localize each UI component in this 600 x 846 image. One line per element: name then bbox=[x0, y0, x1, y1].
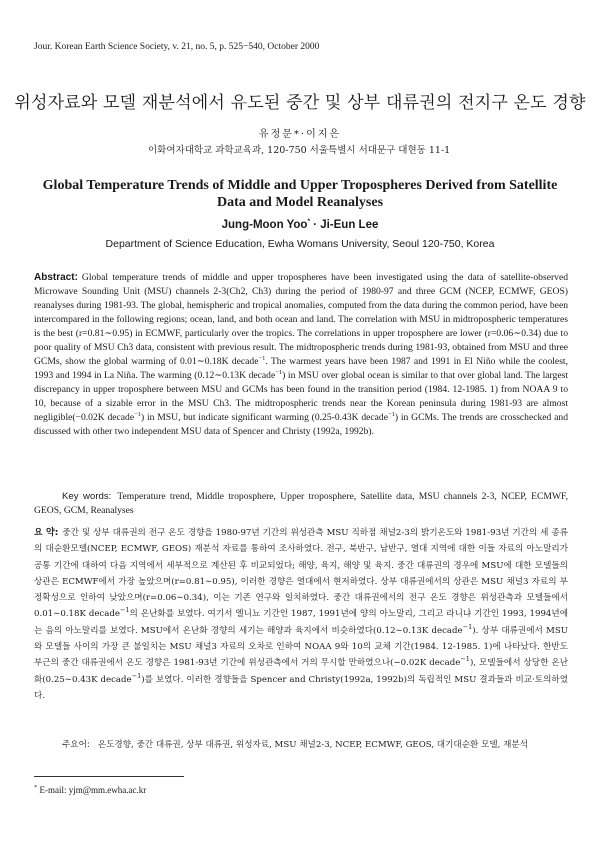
korean-abstract bbox=[34, 525, 568, 704]
author-primary: Jung-Moon Yoo bbox=[221, 219, 308, 231]
abstract-text-2: . The warmest years have been 1987 and 1991 in El Niño while the coolest, 1993 and 1994 in La Niña. The warming (0.12∼0.13K decade bbox=[34, 356, 568, 381]
abstract-sup-1: −1 bbox=[258, 354, 266, 362]
footnote-divider bbox=[34, 776, 184, 777]
abstract-text-4: ) in MSU, but indicate significant warming (0.25-0.43K decade bbox=[141, 412, 388, 423]
abstract-sup-3: −1 bbox=[134, 410, 142, 418]
kr-abstract-text-5: )를 보였다. 이러한 경향들을 Spencer and Christy(1992a, 1992b)의 독립적인 MSU 결과들과 비교·토의하였다. bbox=[34, 674, 568, 701]
kr-abstract-sup-4: −1 bbox=[131, 671, 142, 680]
kr-abstract-text-2: 의 온난화를 보였다. 여기서 엘니뇨 기간인 1987, 1991년에 양의 아노말리, 그리고 라니냐 기간인 1993, 1994년에는 음의 아노말리를 보였다. MSU에서 온난화 경향의 세기는 해양과 육지에서 비슷하였다(0.12∼0.13K decade bbox=[34, 609, 569, 636]
abstract-text-1: Global temperature trends of middle and upper tropospheres have been investigated using the data of satellite-observed Microwave Sounding Unit (MSU) channels 2-3(Ch2, Ch3) during the period of 1980-97 and three GCM (NCEP, ECMWF, GEOS) reanalyses during 1981-93. The global, hemispheric and tropical anomalies, computed from the data during the common period, have been intercompared in the following regions; ocean, land, and both ocean and land. The correlation with MSU in midtropospheric temperatures is the best (r=0.81∼0.95) in ECMWF, particularly over the tropics. The correlations in upper troposphere are lower (r=0.06∼0.34) due to poor quality of MSU Ch3 data, consistent with previous result. The midtropospheric trends during 1981-93, obtained from MSU and three GCMs, show the global warming of 0.01∼0.18K decade bbox=[34, 272, 568, 367]
korean-title: 위성자료와 모델 재분석에서 유도된 중간 및 상부 대류권의 전지구 온도 경향 bbox=[14, 93, 586, 113]
korean-keywords bbox=[34, 738, 568, 752]
footnote-email bbox=[34, 785, 146, 795]
author-secondary: · Ji-Eun Lee bbox=[309, 219, 379, 231]
abstract-sup-2: −1 bbox=[275, 368, 283, 376]
kr-abstract-sup-1: −1 bbox=[119, 606, 130, 615]
keywords-label: Key words: bbox=[62, 491, 112, 502]
abstract-text-5: ) in GCMs. The trends are crosschecked and discussed with other two independent MSU data of Spencer and Christy (1992a, 1992b). bbox=[34, 412, 568, 437]
kr-abstract-sup-2: −1 bbox=[462, 622, 473, 631]
korean-authors: 유정문*·이지은 bbox=[258, 129, 342, 140]
kr-abstract-text-1: 중간 및 상부 대류권의 전구 온도 경향을 1980-97년 기간의 위성관측 MSU 직하점 채널2-3의 밝기온도와 1981-93년 기간의 세 종류의 대순환모델(NCEP, ECMWF, GEOS) 재분석 자료를 통하여 조사하였다. 전구, 북반구, 남반구, 열대 지역에 대한 이들 자료의 아노말리가 공통 기간에 대하여 다음 지역에서 세부적으로 계산된 후 비교되었다; 해양, 육지, 해양 및 육지. 중간 대류권의 경우에 MSU에 대한 모델들의 상관은 ECMWF에서 가장 높았으며(r=0.81∼0.95), 이러한 경향은 열대에서 현저하였다. 상부 대류권에서의 상관은 MSU 채널3 자료의 부정확성으로 인하여 낮았으며(r=0.06∼0.34), 이는 기존 연구와 일치하였다. 중간 대류권에서의 전구 온도 경향은 위성관측과 모델들에서 0.01∼0.18K decade bbox=[34, 528, 569, 620]
korean-affiliation: 이화여자대학교 과학교육과, 120-750 서울특별시 서대문구 대현동 11-1 bbox=[148, 145, 451, 156]
footnote-text: E-mail: yjm@mm.ewha.ac.kr bbox=[37, 785, 147, 795]
keywords-text: Temperature trend, Middle troposphere, Upper troposphere, Satellite data, MSU channels 2-3, NCEP, ECMWF, GEOS, GCM, Reanalyses bbox=[34, 491, 568, 516]
journal-header: Jour. Korean Earth Science Society, v. 21, no. 5, p. 525−540, October 2000 bbox=[34, 42, 320, 52]
abstract-label: Abstract: bbox=[34, 272, 78, 283]
kr-keywords-text: 온도경향, 중간 대류권, 상부 대류권, 위성자료, MSU 채널2-3, NCEP, ECMWF, GEOS, 대기대순환 모델, 재분석 bbox=[97, 740, 529, 750]
abstract-sup-4: −1 bbox=[387, 410, 395, 418]
kr-abstract-text-4: ), 모델들에서 상당한 온난화(0.25∼0.43K decade bbox=[34, 658, 568, 685]
english-keywords bbox=[34, 490, 568, 518]
abstract-text-3: ) in MSU over global ocean is similar to that over global land. The largest discrepancy in upper troposphere between MSU and GCMs has been found in the transition period (1984. 12-1985. 1) from NOAA 9 to 10, because of a sizable error in the MSU Ch3. The midtropospheric trends near the Korean peninsula during 1981-93 are almost negligible(−0.02K decade bbox=[34, 370, 569, 423]
kr-abstract-sup-3: −1 bbox=[460, 655, 470, 664]
english-authors bbox=[0, 219, 600, 231]
kr-abstract-text-3: ). 상부 대류권에서 MSU와 모델들 사이의 가장 큰 불일치는 MSU 채널3 자료의 오차로 인하여 NOAA 9와 10의 교체 기간(1984. 12-1985. 1)에 나타났다. 한반도 부근의 중간 대류권에서 온도 경향은 1981-93년 기간에 위성관측에서 거의 무시할 만하였으나(−0.02K decade bbox=[34, 625, 568, 669]
kr-abstract-label: 요 약: bbox=[34, 528, 59, 538]
corresponding-mark: * bbox=[307, 218, 310, 226]
english-title: Global Temperature Trends of Middle and Upper Tropospheres Derived from Satellite Data and Model Reanalyses bbox=[42, 178, 558, 210]
english-affiliation: Department of Science Education, Ewha Womans University, Seoul 120-750, Korea bbox=[105, 238, 495, 250]
kr-keywords-label: 주요어: bbox=[62, 740, 90, 750]
footnote-mark: * bbox=[34, 784, 38, 791]
english-abstract bbox=[34, 271, 568, 439]
